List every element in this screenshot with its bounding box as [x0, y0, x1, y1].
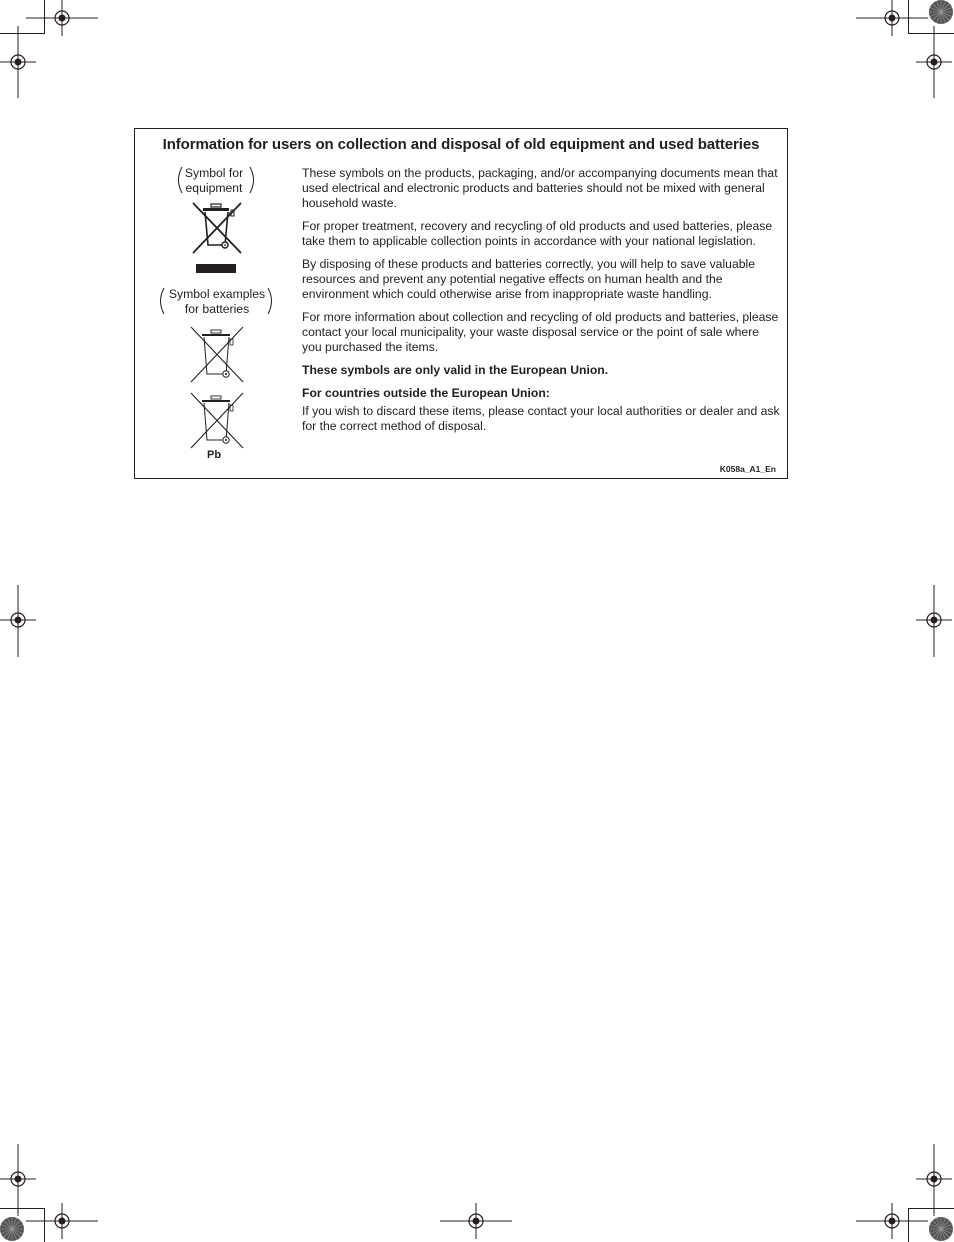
printer-starburst-icon — [0, 1216, 26, 1242]
printer-starburst-icon — [928, 1216, 954, 1242]
registration-crosshair-icon — [26, 0, 98, 36]
right-parenthesis-icon — [249, 166, 257, 194]
paragraph: For more information about collection and recycling of old products and batteries, please contact your local municipality, your waste disposal service or the point of sale where you purchased the items. — [302, 310, 779, 354]
registration-crosshair-icon — [856, 1203, 928, 1239]
pb-chemical-label: Pb — [207, 449, 222, 461]
registration-crosshair-icon — [440, 1203, 512, 1239]
paragraph: For proper treatment, recovery and recycling of old products and used batteries, please take them to applicable collection points in accordance with your national legislation. — [302, 219, 773, 248]
crossed-out-wheelie-bin-icon — [190, 326, 244, 384]
crossed-out-wheelie-bin-icon — [192, 201, 242, 255]
outside-eu-text: If you wish to discard these items, please contact your local authorities or dealer and ask for the correct method of disposal. — [302, 404, 780, 433]
registration-crosshair-icon — [916, 26, 952, 98]
eu-only-statement: These symbols are only valid in the European Union. — [302, 363, 609, 377]
registration-crosshair-icon — [916, 585, 952, 657]
paragraph: By disposing of these products and batteries correctly, you will help to save valuable resources and prevent any potential negative effects on human health and the environment which could otherwise arise from inappropriate waste handling. — [302, 257, 755, 301]
equipment-date-bar — [196, 264, 236, 273]
printer-starburst-icon — [928, 0, 954, 26]
equipment-caption-line2: equipment — [185, 181, 243, 195]
registration-crosshair-icon — [26, 1203, 98, 1239]
equipment-symbol-caption — [179, 166, 249, 196]
outside-eu-heading: For countries outside the European Union: — [302, 386, 550, 400]
batteries-caption-line1: Symbol examples — [168, 287, 266, 301]
batteries-caption-line2: for batteries — [184, 302, 250, 316]
disposal-notice-box — [134, 128, 788, 479]
paragraph: These symbols on the products, packaging, and/or accompanying documents mean that used electrical and electronic products and batteries should not be mixed with general household waste. — [302, 166, 778, 210]
right-parenthesis-icon — [267, 287, 275, 315]
registration-crosshair-icon — [0, 585, 36, 657]
crossed-out-wheelie-bin-icon — [190, 392, 244, 450]
notice-body-text — [302, 166, 782, 442]
notice-title: Information for users on collection and disposal of old equipment and used batteries — [162, 136, 760, 153]
document-code: K058a_A1_En — [719, 464, 776, 474]
batteries-symbol-caption — [164, 287, 270, 317]
registration-crosshair-icon — [0, 26, 36, 98]
equipment-caption-line1: Symbol for — [184, 166, 244, 180]
